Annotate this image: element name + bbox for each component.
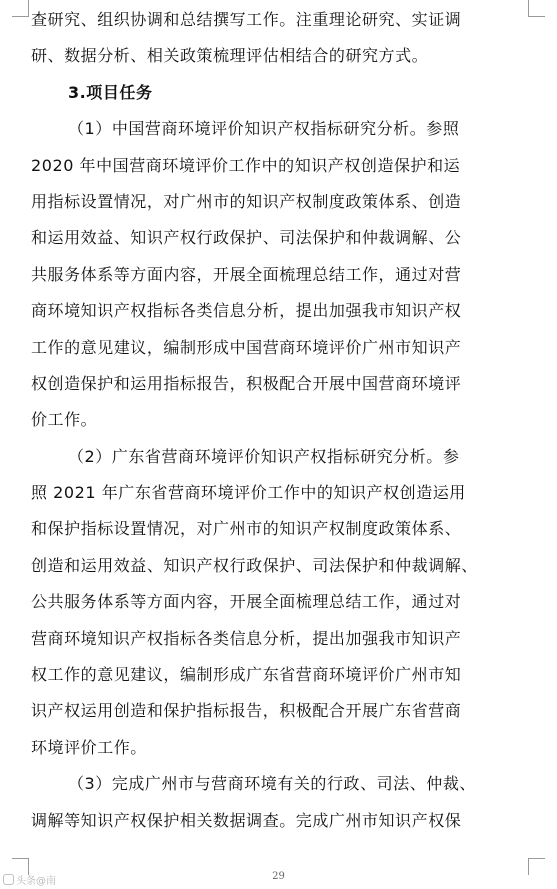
body-line: 商环境知识产权指标各类信息分析，提出加强我市知识产权 [31,301,462,321]
crop-mark-top-left [12,0,29,17]
body-line: 共服务体系等方面内容，开展全面梳理总结工作，通过对营 [31,264,462,284]
body-line: 研、数据分析、相关政策梳理评估相结合的研究方式。 [31,46,429,66]
body-line: 用指标设置情况，对广州市的知识产权制度政策体系、创造 [31,191,462,211]
body-line: 和运用效益、知识产权行政保护、司法保护和仲裁调解、公 [31,228,462,248]
page-number: 29 [272,871,285,882]
body-line: 环境评价工作。 [31,737,147,757]
body-line: 识产权运用创造和保护指标报告，积极配合开展广东省营商 [31,701,462,721]
body-line: 和保护指标设置情况，对广州市的知识产权制度政策体系、 [31,519,462,539]
body-line: 营商环境知识产权指标各类信息分析，提出加强我市知识产 [31,628,462,648]
watermark-logo-icon [3,874,14,885]
body-line: 权创造保护和运用指标报告，积极配合开展中国营商环境评 [31,373,462,393]
document-body [31,2,531,839]
body-line: 公共服务体系等方面内容，开展全面梳理总结工作，通过对 [31,592,462,612]
body-line: 查研究、组织协调和总结撰写工作。注重理论研究、实证调 [31,10,462,29]
watermark-text: 头条@南 [16,876,56,887]
paragraph-3-first-line: （3）完成广州市与营商环境有关的行政、司法、仲裁、 [68,774,476,794]
body-line: 照 2021 年广东省营商环境评价工作中的知识产权创造运用 [31,483,466,503]
body-line: 创造和运用效益、知识产权行政保护、司法保护和仲裁调解、 [31,555,478,575]
body-line: 权工作的意见建议，编制形成广东省营商环境评价广州市知 [31,665,462,685]
body-line: 调解等知识产权保护相关数据调查。完成广州市知识产权保 [31,810,462,830]
body-line: 2020 年中国营商环境评价工作中的知识产权创造保护和运 [31,155,461,175]
body-line: 价工作。 [31,410,98,430]
paragraph-2-first-line: （2）广东省营商环境评价知识产权指标研究分析。参 [68,446,460,466]
paragraph-1-first-line: （1）中国营商环境评价知识产权指标研究分析。参照 [68,119,460,139]
section-heading: 3.项目任务 [68,82,153,102]
watermark [3,872,56,887]
body-line: 工作的意见建议，编制形成中国营商环境评价广州市知识产 [31,337,462,357]
